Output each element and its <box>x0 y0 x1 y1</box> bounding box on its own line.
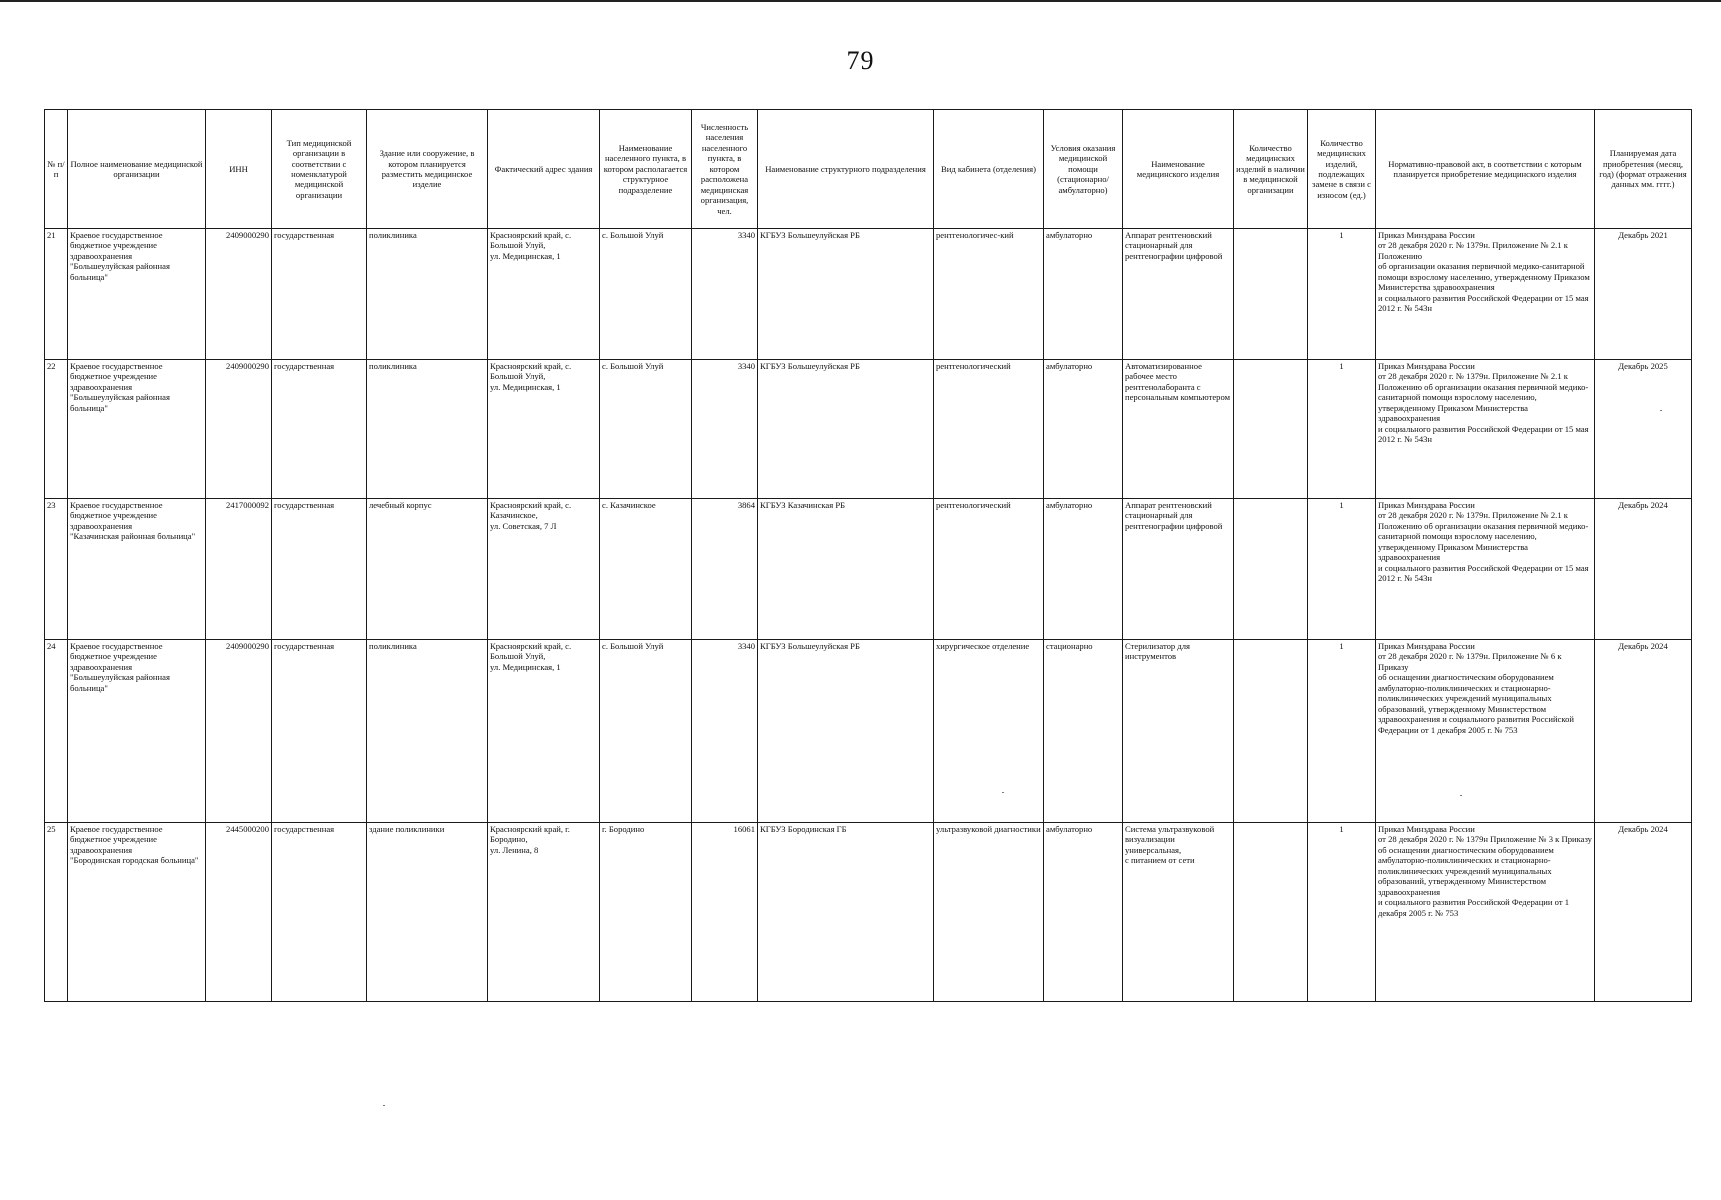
cell-settlement: с. Казачинское <box>600 499 692 640</box>
cell-address: Красноярский край, с. Большой Улуй, ул. Медицинская, 1 <box>488 360 600 499</box>
cell-inn: 2445000200 <box>206 823 272 1002</box>
col-header: Численность населения населенного пункта, в котором расположена медицинская организация, чел. <box>692 110 758 229</box>
cell-conditions: амбулаторно <box>1044 360 1123 499</box>
cell-subdivision: КГБУЗ Казачинская РБ <box>758 499 934 640</box>
table-row <box>45 499 1692 640</box>
cell-cabinet: рентгенологичес-кий <box>934 229 1044 360</box>
cell-subdivision: КГБУЗ Большеулуйская РБ <box>758 229 934 360</box>
cell-building: поликлиника <box>367 229 488 360</box>
table-row <box>45 229 1692 360</box>
cell-device: Аппарат рентгеновский стационарный для рентгенографии цифровой <box>1123 499 1234 640</box>
cell-number: 21 <box>45 229 68 360</box>
col-header: Вид кабинета (отделения) <box>934 110 1044 229</box>
scan-speck <box>1460 795 1462 796</box>
cell-population: 3340 <box>692 229 758 360</box>
scan-speck <box>1002 792 1004 793</box>
cell-legal-act: Приказ Минздрава России от 28 декабря 2020 г. № 1379н. Приложение № 2.1 к Положению об организации оказания первичной медико-санитарной помощи взрослому населению, утвержденному Приказом Министерства здравоохранения и социального развития Российской Федерации от 15 мая 2012 г. № 543н <box>1376 229 1595 360</box>
cell-building: поликлиника <box>367 360 488 499</box>
cell-qty-replace: 1 <box>1308 360 1376 499</box>
cell-conditions: амбулаторно <box>1044 823 1123 1002</box>
col-header: Количество медицинских изделий в наличии в медицинской организации <box>1234 110 1308 229</box>
cell-legal-act: Приказ Минздрава России от 28 декабря 2020 г. № 1379н. Приложение № 2.1 к Положению об организации оказания первичной медико-санитарной помощи взрослому населению, утвержденному Приказом Министерства здравоохранения и социального развития Российской Федерации от 15 мая 2012 г. № 543н <box>1376 499 1595 640</box>
scan-speck <box>383 1105 385 1106</box>
col-header: Наименование медицинского изделия <box>1123 110 1234 229</box>
cell-address: Красноярский край, с. Казачинское, ул. Советская, 7 Л <box>488 499 600 640</box>
cell-population: 3340 <box>692 360 758 499</box>
cell-org-name: Краевое государственное бюджетное учреждение здравоохранения "Бородинская городская больница" <box>68 823 206 1002</box>
cell-settlement: с. Большой Улуй <box>600 229 692 360</box>
col-header: Количество медицинских изделий, подлежащих замене в связи с износом (ед.) <box>1308 110 1376 229</box>
cell-building: лечебный корпус <box>367 499 488 640</box>
cell-qty-replace: 1 <box>1308 229 1376 360</box>
col-header: ИНН <box>206 110 272 229</box>
cell-building: поликлиника <box>367 640 488 823</box>
cell-qty-replace: 1 <box>1308 823 1376 1002</box>
col-header: Тип медицинской организации в соответствии с номенклатурой медицинской организации <box>272 110 367 229</box>
col-header: Наименование структурного подразделения <box>758 110 934 229</box>
col-header: Нормативно-правовой акт, в соответствии с которым планируется приобретение медицинского изделия <box>1376 110 1595 229</box>
cell-planned-date: Декабрь 2025 <box>1595 360 1692 499</box>
cell-org-type: государственная <box>272 640 367 823</box>
cell-number: 25 <box>45 823 68 1002</box>
cell-legal-act: Приказ Минздрава России от 28 декабря 2020 г. № 1379н. Приложение № 2.1 к Положению об организации оказания первичной медико-санитарной помощи взрослому населению, утвержденному Приказом Министерства здравоохранения и социального развития Российской Федерации от 15 мая 2012 г. № 543н <box>1376 360 1595 499</box>
table-row <box>45 360 1692 499</box>
cell-number: 24 <box>45 640 68 823</box>
cell-org-name: Краевое государственное бюджетное учреждение здравоохранения "Большеулуйская районная больница" <box>68 640 206 823</box>
cell-settlement: г. Бородино <box>600 823 692 1002</box>
cell-inn: 2417000092 <box>206 499 272 640</box>
cell-conditions: амбулаторно <box>1044 229 1123 360</box>
cell-cabinet: рентгенологический <box>934 499 1044 640</box>
cell-device: Аппарат рентгеновский стационарный для рентгенографии цифровой <box>1123 229 1234 360</box>
cell-inn: 2409000290 <box>206 360 272 499</box>
cell-subdivision: КГБУЗ Большеулуйская РБ <box>758 640 934 823</box>
cell-org-name: Краевое государственное бюджетное учреждение здравоохранения "Казачинская районная больница" <box>68 499 206 640</box>
cell-cabinet: хирургическое отделение <box>934 640 1044 823</box>
col-header: Полное наименование медицинской организации <box>68 110 206 229</box>
cell-qty-available <box>1234 229 1308 360</box>
scan-top-edge <box>0 0 1721 2</box>
cell-device: Автоматизированное рабочее место рентгенолаборанта с персональным компьютером <box>1123 360 1234 499</box>
page-number: 79 <box>846 46 875 75</box>
cell-org-name: Краевое государственное бюджетное учреждение здравоохранения "Большеулуйская районная больница" <box>68 229 206 360</box>
cell-settlement: с. Большой Улуй <box>600 640 692 823</box>
cell-planned-date: Декабрь 2024 <box>1595 499 1692 640</box>
cell-inn: 2409000290 <box>206 229 272 360</box>
cell-number: 22 <box>45 360 68 499</box>
cell-legal-act: Приказ Минздрава России от 28 декабря 2020 г. № 1379н Приложение № 3 к Приказу об оснащении диагностическим оборудованием амбулаторно-поликлинических и стационарно-поликлинических учреждений муниципальных образований, утвержденному Министерством здравоохранения и социального развития Российской Федерации от 1 декабря 2005 г. № 753 <box>1376 823 1595 1002</box>
cell-qty-replace: 1 <box>1308 640 1376 823</box>
cell-conditions: амбулаторно <box>1044 499 1123 640</box>
cell-number: 23 <box>45 499 68 640</box>
cell-settlement: с. Большой Улуй <box>600 360 692 499</box>
cell-org-name: Краевое государственное бюджетное учреждение здравоохранения "Большеулуйская районная больница" <box>68 360 206 499</box>
table-row <box>45 640 1692 823</box>
cell-planned-date: Декабрь 2024 <box>1595 640 1692 823</box>
cell-address: Красноярский край, с. Большой Улуй, ул. Медицинская, 1 <box>488 640 600 823</box>
cell-population: 3340 <box>692 640 758 823</box>
cell-cabinet: рентгенологический <box>934 360 1044 499</box>
col-header: Условия оказания медицинской помощи (стационарно/ амбулаторно) <box>1044 110 1123 229</box>
cell-device: Система ультразвуковой визуализации универсальная, с питанием от сети <box>1123 823 1234 1002</box>
cell-qty-available <box>1234 823 1308 1002</box>
cell-building: здание поликлиники <box>367 823 488 1002</box>
col-header: Фактический адрес здания <box>488 110 600 229</box>
col-header: Планируемая дата приобретения (месяц, год) (формат отражения данных мм. гггг.) <box>1595 110 1692 229</box>
cell-org-type: государственная <box>272 823 367 1002</box>
cell-inn: 2409000290 <box>206 640 272 823</box>
cell-cabinet: ультразвуковой диагностики <box>934 823 1044 1002</box>
cell-subdivision: КГБУЗ Большеулуйская РБ <box>758 360 934 499</box>
equipment-plan-table <box>44 109 1692 1002</box>
cell-qty-available <box>1234 499 1308 640</box>
cell-population: 16061 <box>692 823 758 1002</box>
cell-subdivision: КГБУЗ Бородинская ГБ <box>758 823 934 1002</box>
cell-conditions: стационарно <box>1044 640 1123 823</box>
cell-org-type: государственная <box>272 360 367 499</box>
col-header: Наименование населенного пункта, в котором располагается структурное подразделение <box>600 110 692 229</box>
cell-qty-available <box>1234 360 1308 499</box>
table-header <box>45 110 1692 229</box>
cell-address: Красноярский край, с. Большой Улуй, ул. Медицинская, 1 <box>488 229 600 360</box>
col-header: № п/п <box>45 110 68 229</box>
cell-planned-date: Декабрь 2024 <box>1595 823 1692 1002</box>
cell-legal-act: Приказ Минздрава России от 28 декабря 2020 г. № 1379н. Приложение № 6 к Приказу об оснащении диагностическим оборудованием амбулаторно-поликлинических и стационарно-поликлинических учреждений муниципальных образований, утвержденному Министерством здравоохранения и социального развития Российской Федерации от 1 декабря 2005 г. № 753 <box>1376 640 1595 823</box>
cell-planned-date: Декабрь 2021 <box>1595 229 1692 360</box>
cell-org-type: государственная <box>272 499 367 640</box>
cell-org-type: государственная <box>272 229 367 360</box>
scan-speck <box>1660 410 1662 411</box>
col-header: Здание или сооружение, в котором планируется разместить медицинское изделие <box>367 110 488 229</box>
cell-population: 3864 <box>692 499 758 640</box>
cell-qty-available <box>1234 640 1308 823</box>
cell-address: Красноярский край, г. Бородино, ул. Ленина, 8 <box>488 823 600 1002</box>
table-row <box>45 823 1692 1002</box>
cell-device: Стерилизатор для инструментов <box>1123 640 1234 823</box>
cell-qty-replace: 1 <box>1308 499 1376 640</box>
